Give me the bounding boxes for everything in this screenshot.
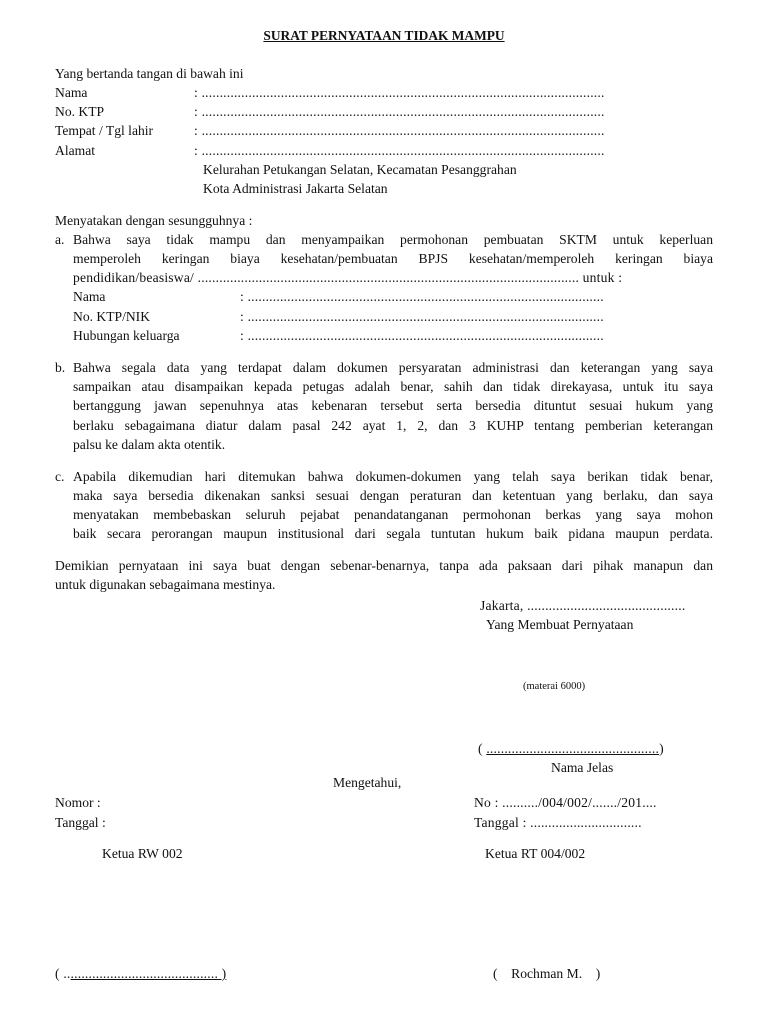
identity-birth-value: : ................................................................................................................ <box>194 123 605 138</box>
identity-address-value: : ................................................................................................................ <box>194 143 605 158</box>
acknowledge-text: Mengetahui, <box>333 775 402 790</box>
item-c-line-3: menyatakan membebaskan seluruh pejabat penandatanganan permohonan berkas yang saya mohon <box>73 507 713 522</box>
right-official-title: Ketua RT 004/002 <box>485 846 586 861</box>
closing-line-1: Demikian pernyataan ini saya buat dengan sebenar-benarnya, tanpa ada paksaan dari pihak manapun dan <box>55 558 713 573</box>
signature-name-label: Nama Jelas <box>551 760 614 775</box>
signature-open-paren: ( <box>478 741 487 756</box>
signature-place-date: Jakarta, ............................................ <box>480 598 686 613</box>
identity-name-value: : ................................................................................................................ <box>194 85 605 100</box>
left-tanggal: Tanggal : <box>55 815 106 830</box>
item-c-line-2: maka saya bersedia dikenakan sanksi sesuai dengan peraturan dan ketentuan yang berlaku, dan saya <box>73 488 713 503</box>
item-a-marker: a. <box>55 232 65 247</box>
right-nomor: No : ........../004/002/......./201.... <box>474 795 657 810</box>
identity-ktp-value: : ................................................................................................................ <box>194 104 605 119</box>
item-b-line-1: Bahwa segala data yang terdapat dalam dokumen persyaratan administrasi dan keterangan yang saya <box>73 360 713 375</box>
left-official-title: Ketua RW 002 <box>102 846 183 861</box>
item-b-marker: b. <box>55 360 66 375</box>
item-b-line-3: bertanggung jawan sepenuhnya atas kebenaran tersebut serta bersedia dituntut sesuai hukum yang <box>73 398 713 413</box>
signature-maker-title: Yang Membuat Pernyataan <box>486 617 634 632</box>
address-line-2: Kota Administrasi Jakarta Selatan <box>203 181 388 196</box>
signature-close-paren: ) <box>659 741 664 756</box>
item-a-line-3: pendidikan/beasiswa/ .......................................................................................................... untuk : <box>73 270 623 285</box>
item-a-field-relation-value: : ................................................................................................... <box>240 328 604 343</box>
stamp-placeholder: (materai 6000) <box>523 681 586 692</box>
left-sign-dots: ......................................... <box>70 966 219 981</box>
identity-ktp-label: No. KTP <box>55 104 105 119</box>
identity-name-label: Nama <box>55 85 88 100</box>
document-title: SURAT PERNYATAAN TIDAK MAMPU <box>263 28 505 43</box>
closing-line-2: untuk digunakan sebagaimana mestinya. <box>55 577 276 592</box>
address-line-1: Kelurahan Petukangan Selatan, Kecamatan Pesanggrahan <box>203 162 517 177</box>
item-a-field-name-value: : ................................................................................................... <box>240 289 604 304</box>
left-signature-line <box>55 964 226 983</box>
item-a-line-1: Bahwa saya tidak mampu dan menyampaikan permohonan pembuatan SKTM untuk keperluan <box>73 232 713 247</box>
item-a-field-name-label: Nama <box>73 289 106 304</box>
item-b-line-5: palsu ke dalam akta otentik. <box>73 437 226 452</box>
signature-dots: ................................................ <box>486 741 660 756</box>
item-c-line-4: baik secara perorangan maupun institusional dari segala tuntutan hukum baik pidana maupun perdata. <box>73 526 713 541</box>
left-sign-close: ) <box>218 966 227 981</box>
intro-text: Yang bertanda tangan di bawah ini <box>55 66 244 81</box>
item-a-line-2: memperoleh keringan biaya kesehatan/pembuatan BPJS kesehatan/memperoleh keringan biaya <box>73 251 713 266</box>
left-nomor: Nomor : <box>55 795 101 810</box>
item-b-line-2: sampaikan atau disampaikan kepada petugas adalah benar, sahih dan tidak direkayasa, untuk itu saya <box>73 379 713 394</box>
item-a-field-nik-label: No. KTP/NIK <box>73 309 151 324</box>
item-c-marker: c. <box>55 469 65 484</box>
declare-heading: Menyatakan dengan sesungguhnya : <box>55 213 253 228</box>
identity-birth-label: Tempat / Tgl lahir <box>55 123 154 138</box>
item-a-field-nik-value: : ................................................................................................... <box>240 309 604 324</box>
right-tanggal: Tanggal : ............................... <box>474 815 642 830</box>
item-b-line-4: berlaku sebagaimana diatur dalam pasal 242 ayat 1, 2, dan 3 KUHP tentang pemberian keterangan <box>73 418 713 433</box>
signature-name-line <box>478 739 664 758</box>
identity-address-label: Alamat <box>55 143 96 158</box>
item-a-field-relation-label: Hubungan keluarga <box>73 328 180 343</box>
right-signature-line: ( Rochman M. ) <box>493 966 601 981</box>
item-c-line-1: Apabila dikemudian hari ditemukan bahwa dokumen-dokumen yang telah saya berikan tidak benar, <box>73 469 713 484</box>
left-sign-open: ( .. <box>55 966 71 981</box>
